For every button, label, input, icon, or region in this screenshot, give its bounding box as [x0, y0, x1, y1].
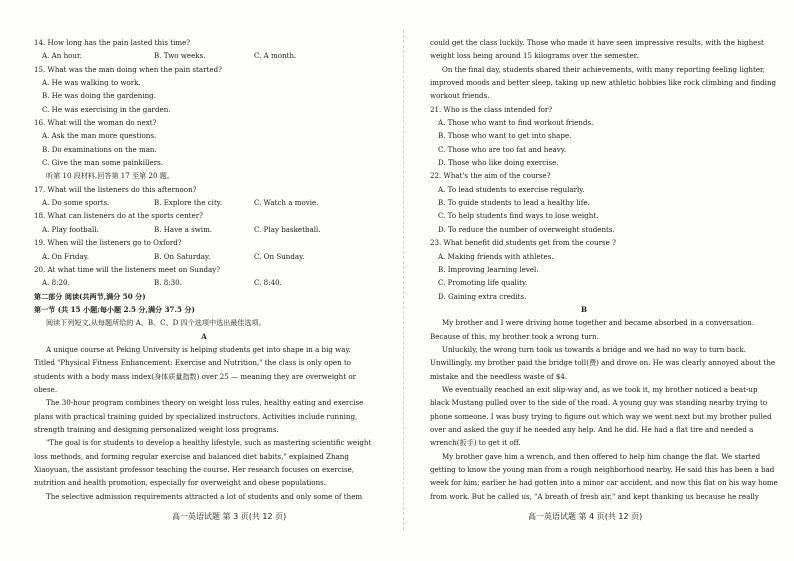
left-column	[34, 36, 374, 503]
option-b: B. To guide students to lead a healthy life.	[438, 198, 590, 208]
section-one-heading: 第一节 (共 15 小题;每小题 2.5 分,满分 37.5 分)	[34, 304, 195, 314]
passage-line: improved moods and better sleep, taking up new athletic hobbies like rock climbing and finding	[430, 78, 777, 88]
right-column	[430, 36, 778, 503]
passage-line: The selective admission requirements attracted a lot of students and only some of them	[46, 491, 363, 501]
option-c: C. To help students find ways to lose weight.	[438, 211, 599, 221]
passage-line: nutrition and health promotion, especially for overweight and obese populations.	[34, 478, 327, 488]
option-b: B. Explore the city.	[154, 198, 223, 208]
passage-line: weight loss being around 15 kilograms over the semester.	[430, 51, 639, 61]
option-b: B. Two weeks.	[154, 51, 206, 61]
option-d: D. Those who like doing exercise.	[438, 158, 559, 168]
option-a: A. To lead students to exercise regularly.	[438, 184, 585, 194]
question-14: 14. How long has the pain lasted this time?	[34, 38, 191, 47]
option-a: A. Play football.	[42, 224, 99, 234]
passage-line: A unique course at Peking University is helping students get into shape in a big way.	[46, 344, 351, 354]
question-14-options	[34, 49, 374, 62]
passage-a-title: A	[201, 331, 207, 341]
option-c: C. He was exercising in the garden.	[42, 104, 171, 114]
passage-line: "The goal is for students to develop a healthy lifestyle, such as mastering scientific weight	[46, 438, 372, 448]
passage-line: strength training and designing personalized weight loss programs.	[34, 424, 279, 434]
passage-line: On the final day, students shared their achievements, with many reporting feeling lighter,	[442, 64, 765, 74]
passage-line: students with a body mass index(身体质量指数) over 25 — meaning they are overweight or	[34, 371, 356, 381]
option-c: C. Those who are too fat and heavy.	[438, 144, 567, 154]
page-footer-left: 高一英语试题 第 3 页(共 12 页)	[172, 512, 287, 521]
option-c: C. A month.	[254, 51, 297, 61]
question-17-options	[34, 196, 374, 209]
passage-line: obese.	[34, 384, 58, 394]
passage-line: We eventually reached an exit slip-way and, as we took it, my brother noticed a beat-up	[442, 384, 758, 394]
option-b: B. Have a swim.	[154, 224, 213, 234]
passage-line: Xiaoyuan, the assistant professor teaching the course. Her research focuses on exercise,	[34, 465, 355, 474]
option-c: C. Watch a movie.	[254, 198, 319, 208]
passage-line: My brother and I were driving home together and became absorbed in a conversation.	[442, 318, 755, 328]
passage-line: black Mustang pulled over to the side of the road. A young guy was standing nearby trying to	[430, 398, 768, 408]
question-18-options	[34, 223, 374, 236]
option-a: A. Do some sports.	[42, 198, 110, 208]
option-b: B. He was doing the gardening.	[42, 91, 156, 101]
part-two-heading: 第二部分 阅读(共两节,满分 50 分)	[34, 291, 146, 301]
question-22: 22. What's the aim of the course?	[430, 171, 551, 181]
option-b: B. On Saturday.	[154, 251, 211, 261]
option-b: B. Do examinations on the man.	[42, 144, 157, 154]
option-a: A. Ask the man more questions.	[42, 131, 157, 141]
page-footer-right: 高一英语试题 第 4 页(共 12 页)	[528, 512, 643, 521]
option-b: B. 8:30.	[154, 278, 182, 288]
option-a: A. Making friends with athletes.	[438, 251, 554, 261]
question-18: 18. What can listeners do at the sports center?	[34, 211, 203, 221]
option-b: B. Those who want to get into shape.	[438, 131, 572, 141]
passage-line: from work. But he called us, "A breath of fresh air," and kept thanking us because he really	[430, 491, 759, 501]
option-a: A. An hour.	[42, 51, 82, 61]
passage-line: Titled "Physical Fitness Enhancement: Exercise and Nutrition," the class is only open to	[34, 358, 352, 368]
passage-line: mistake and the needless waste of $4.	[430, 371, 568, 381]
question-17: 17. What will the listeners do this afternoon?	[34, 184, 197, 194]
passage-line: Because of this, my brother took a wrong turn.	[430, 331, 599, 341]
question-15: 15. What was the man doing when the pain started?	[34, 64, 222, 74]
option-c: C. Give the man some painkillers.	[42, 158, 164, 168]
passage-line: workout friends.	[430, 91, 490, 101]
page-divider	[403, 30, 404, 530]
option-a: A. He was walking to work.	[42, 78, 141, 88]
passage-line: over and asked the guy if he needed any help. And he did. He had a flat tire and needed a	[430, 424, 754, 434]
passage-line: Unluckily, the wrong turn took us towards a bridge and we had no way to turn back.	[442, 344, 746, 354]
question-21: 21. Who is the class intended for?	[430, 104, 553, 114]
passage-line: My brother gave him a wrench, and then offered to help him change the flat. We started	[442, 451, 761, 461]
question-16: 16. What will the woman do next?	[34, 118, 157, 128]
option-d: D. To reduce the number of overweight students.	[438, 224, 615, 234]
option-c: C. Play basketball.	[254, 224, 321, 234]
option-a: A. On Friday.	[42, 251, 89, 261]
option-a: A. Those who want to find workout friends.	[438, 118, 594, 128]
passage-line: phone someone. I was busy trying to figure out which way we went next but my brother pulled	[430, 411, 772, 421]
passage-b-title: B	[581, 304, 587, 314]
question-19-options	[34, 250, 374, 263]
question-23: 23. What benefit did students get from the course ?	[430, 238, 616, 248]
passage-line: loss methods, and forming regular exercise and balanced diet habits," explained Zhang	[34, 451, 349, 461]
option-c: C. Promoting life quality.	[438, 278, 528, 288]
option-b: B. Improving learning level.	[438, 264, 539, 274]
passage-line: wrench(扳手) to get it off.	[430, 438, 521, 448]
passage-line: getting to know the young man from a rough neighborhood nearby. He said this has been a bad	[430, 465, 775, 474]
option-a: A. 8:20.	[42, 278, 70, 288]
reading-instruction: 阅读下列短文,从每题所给的 A、B、C、D 四个选项中选出最佳选项。	[46, 318, 266, 328]
question-20: 20. At what time will the listeners meet on Sunday?	[34, 264, 221, 274]
question-19: 19. When will the listeners go to Oxford?	[34, 238, 182, 248]
passage-line: plans with practical training guided by specialized instructors. Activities include running,	[34, 411, 358, 421]
passage-line: could get the class luckily. Those who made it have seen impressive results, with the highest	[430, 38, 764, 47]
passage-line: week for him; earlier he had gotten into a minor car accident, and now this flat on his way home	[430, 478, 778, 488]
option-c: C. On Sunday.	[254, 251, 305, 261]
passage-line: The 30-hour program combines theory on weight loss rules, healthy eating and exercise	[46, 398, 364, 408]
question-20-options	[34, 276, 374, 289]
listening-instruction: 听第 10 段材料,回答第 17 至第 20 题。	[46, 171, 174, 181]
option-c: C. 8:40.	[254, 278, 282, 288]
option-d: D. Gaining extra credits.	[438, 291, 527, 301]
passage-line: Unwillingly, my brother paid the bridge toll(费) and drove on. He was clearly annoyed about the	[430, 358, 776, 368]
